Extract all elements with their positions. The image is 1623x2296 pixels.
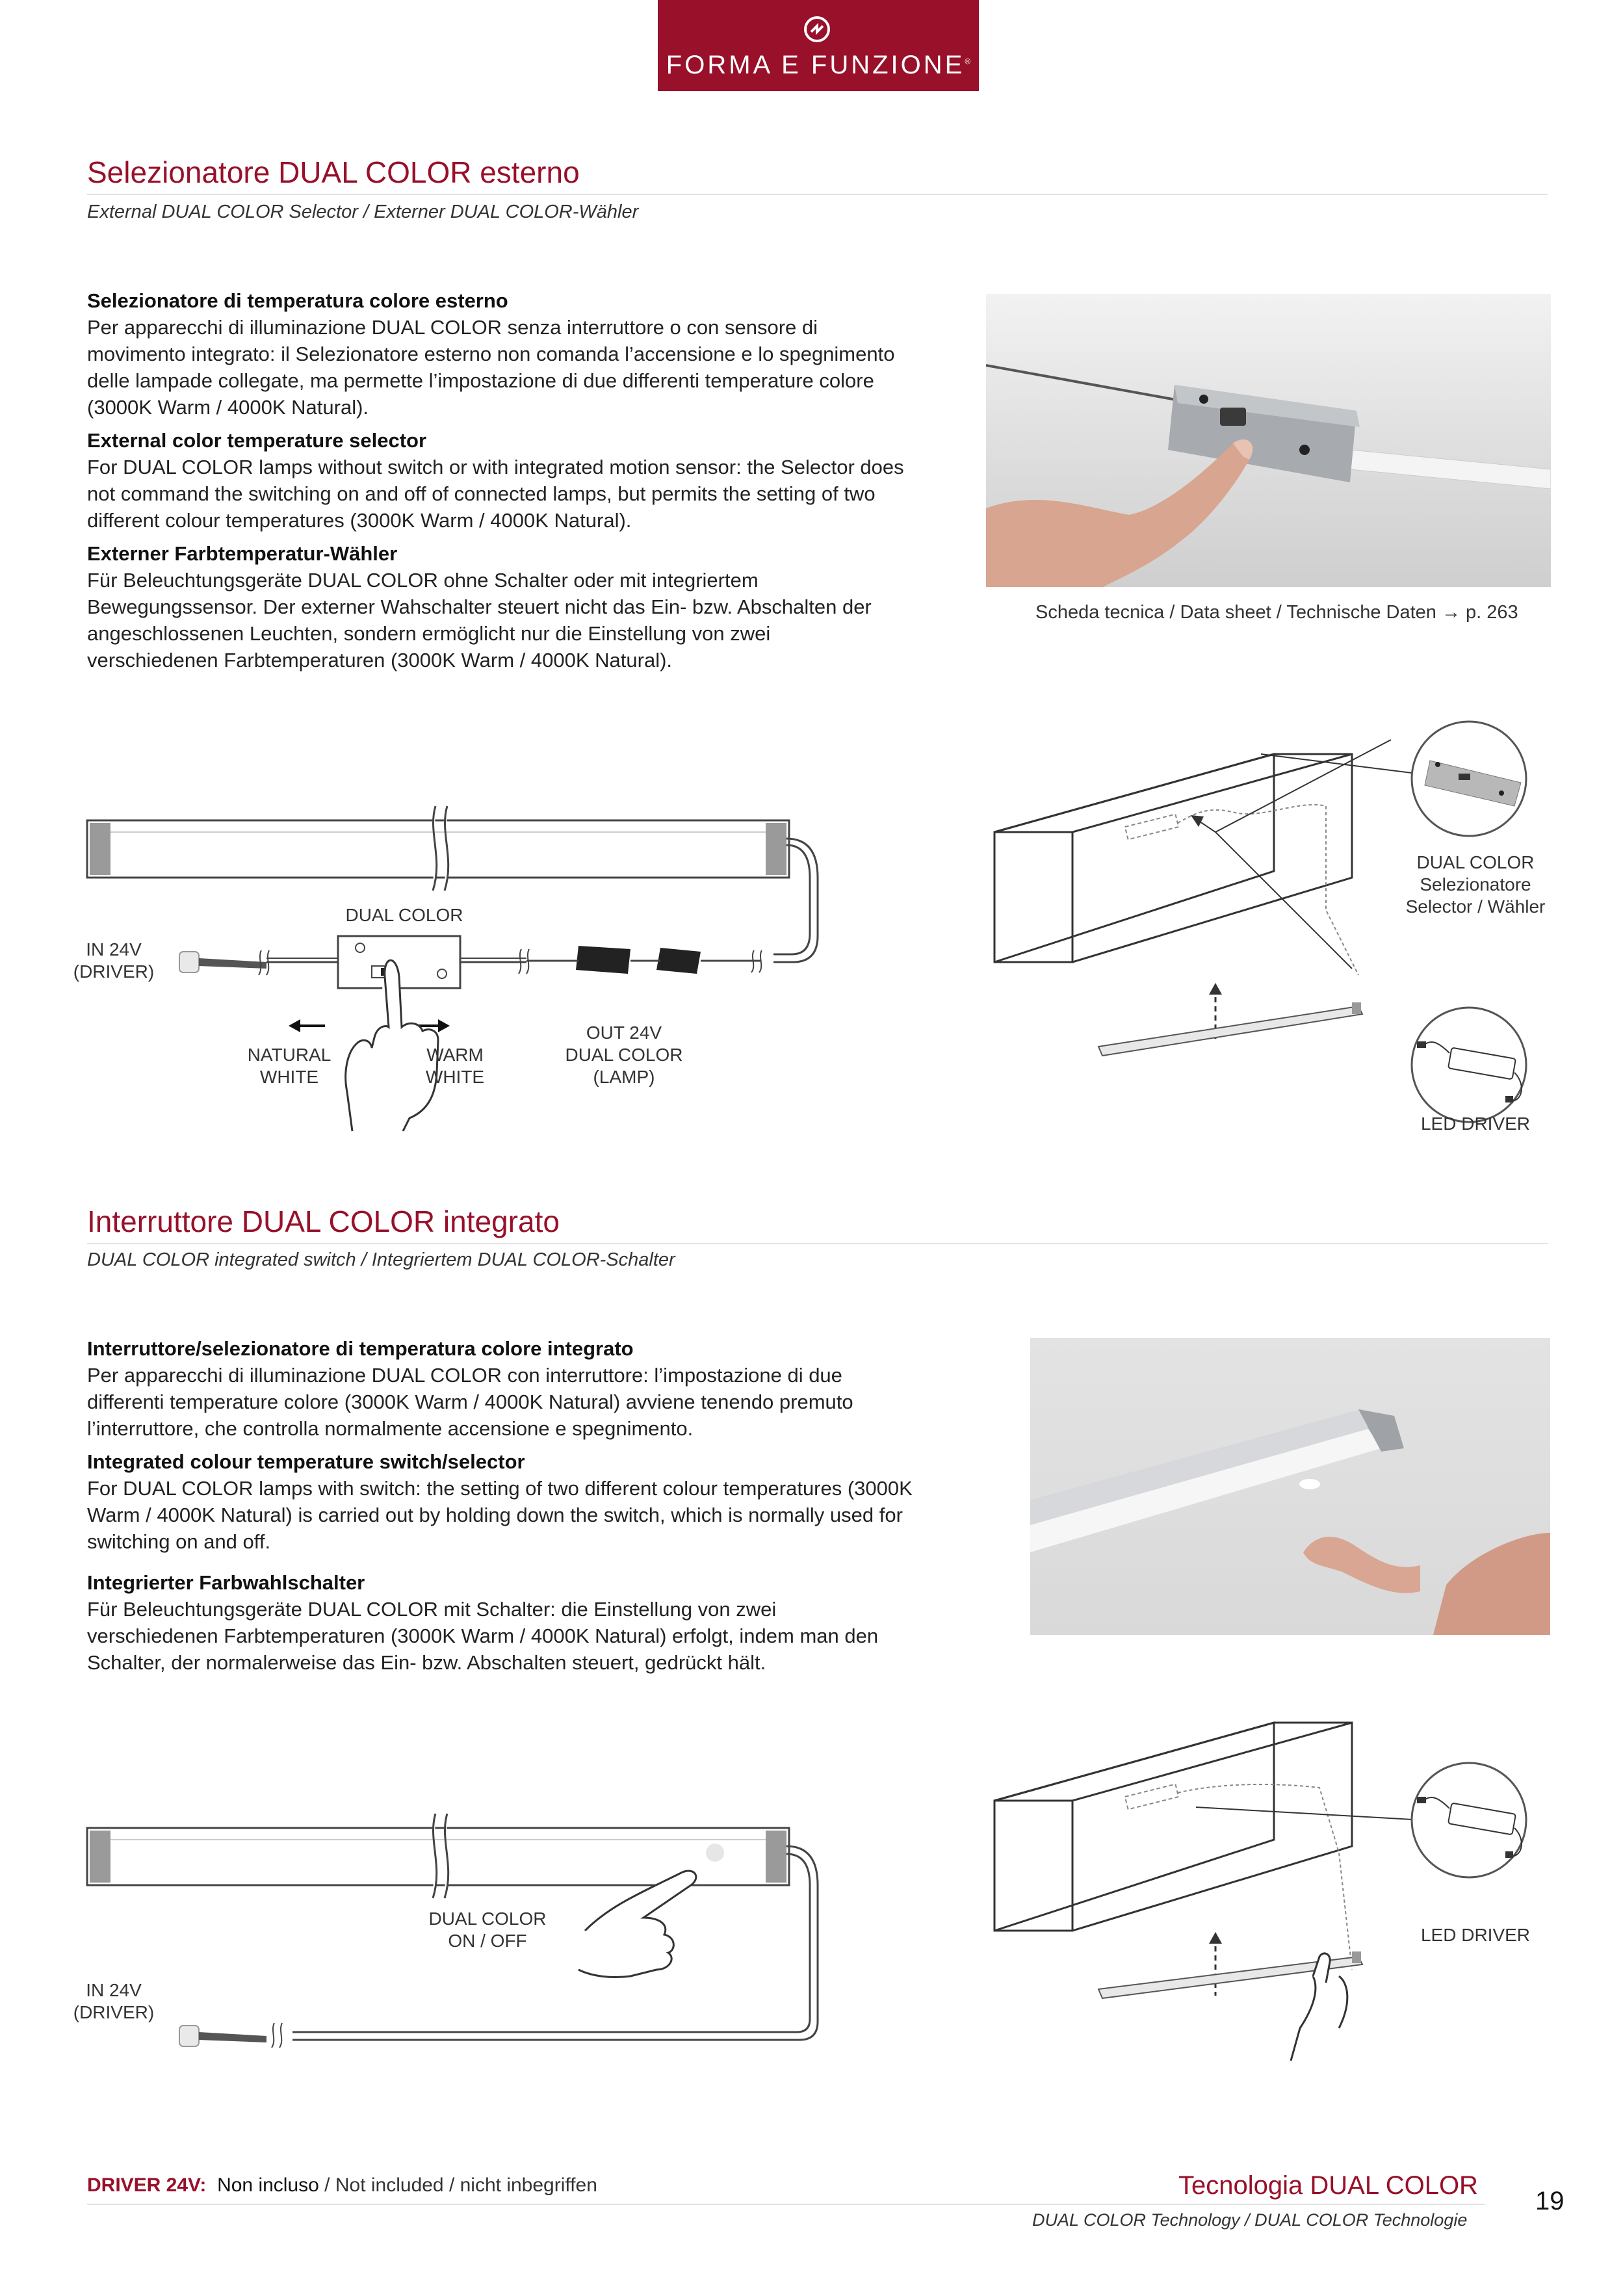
footer-rule <box>87 2204 1485 2205</box>
lamp-switch-photo <box>1030 1338 1550 1635</box>
it-heading: Selezionatore di temperatura colore esterno <box>87 289 508 312</box>
cabinet1-selector-label: DUAL COLOR Selezionatore Selector / Wähler <box>1405 852 1546 917</box>
section1-title: Selezionatore DUAL COLOR esterno <box>87 155 580 189</box>
natural-white-label: NATURAL WHITE <box>247 1045 331 1087</box>
cabinet-diagram-2 <box>975 1723 1560 2074</box>
brand-name: FORMA E FUNZIONE® <box>666 51 971 79</box>
de-heading: Externer Farbtemperatur-Wähler <box>87 542 398 565</box>
out-label: OUT 24V DUAL COLOR (LAMP) <box>565 1023 683 1087</box>
brand-logo <box>658 0 979 91</box>
it-heading-2: Interruttore/selezionatore di temperatura colore integrato <box>87 1337 634 1360</box>
page-number: 19 <box>1535 2187 1565 2215</box>
de-heading-2: Integrierter Farbwahlschalter <box>87 1571 365 1594</box>
switch-label: DUAL COLOR ON / OFF <box>428 1909 547 1951</box>
en-body: For DUAL COLOR lamps without switch or with integrated motion sensor: the Selector does not command the switching on and off of connected lamps, but permits the setting of two different colour temperatures (3000K Warm / 4000K Natural). <box>87 456 904 532</box>
warm-white-label: WARM WHITE <box>425 1045 485 1087</box>
in-label-1: IN 24V (DRIVER) <box>73 939 155 982</box>
section2-title: Interruttore DUAL COLOR integrato <box>87 1205 560 1238</box>
section1-rule <box>87 194 1548 195</box>
datasheet-caption: Scheda tecnica / Data sheet / Technische Daten → p. 263 <box>1035 602 1518 623</box>
selector-device <box>1168 385 1360 482</box>
selector-photo <box>986 294 1551 587</box>
en-body-2: For DUAL COLOR lamps with switch: the setting of two different colour temperatures (3000K Warm / 4000K Natural) is carried out by holding down the switch, which is normally used for switching on and off. <box>87 1477 913 1553</box>
selector-label: DUAL COLOR <box>345 905 463 925</box>
en-heading: External color temperature selector <box>87 429 427 452</box>
logo-mark-icon <box>802 14 832 44</box>
footer-title: Tecnologia DUAL COLOR <box>1178 2171 1478 2200</box>
section2-text <box>87 1335 913 1682</box>
section1-text <box>87 287 906 680</box>
driver-note: DRIVER 24V: Non incluso / Not included / nicht inbegriffen <box>87 2174 597 2196</box>
de-body: Für Beleuchtungsgeräte DUAL COLOR ohne Schalter oder mit integriertem Bewegungssensor. Der externer Wahschalter steuert nicht das Ein- bzw. Abschalten der angeschlossenen Leuchten, sondern ermöglicht nur die Einstellung von zwei verschiedenen Farbtemperaturen (3000K Warm / 4000K Natural). <box>87 569 872 672</box>
cabinet1-driver-label: LED DRIVER <box>1420 1114 1531 1134</box>
it-body: Per apparecchi di illuminazione DUAL COLOR senza interruttore o con sensore di movimento integrato: il Selezionatore esterno non comanda l’accensione e lo spegnimento delle lampade collegate, ma permette l’impostazione di due differenti temperature colore (3000K Warm / 4000K Natural). <box>87 316 895 419</box>
section1-subtitle: External DUAL COLOR Selector / Externer DUAL COLOR-Wähler <box>87 202 639 222</box>
en-heading-2: Integrated colour temperature switch/selector <box>87 1450 525 1473</box>
in-label-2: IN 24V (DRIVER) <box>73 1980 155 2022</box>
footer-subtitle: DUAL COLOR Technology / DUAL COLOR Technologie <box>1032 2210 1468 2230</box>
section2-rule <box>87 1243 1548 1244</box>
cabinet2-driver-label: LED DRIVER <box>1420 1925 1531 1945</box>
de-body-2: Für Beleuchtungsgeräte DUAL COLOR mit Schalter: die Einstellung von zwei verschiedenen Farbtemperaturen (3000K Warm / 4000K Natural) erfolgt, indem man den Schalter, der normalerweise das Ein- bzw. Abschalten steuert, gedrückt hält. <box>87 1598 879 1674</box>
section2-subtitle: DUAL COLOR integrated switch / Integriertem DUAL COLOR-Schalter <box>87 1249 675 1270</box>
it-body-2: Per apparecchi di illuminazione DUAL COLOR con interruttore: l’impostazione di due differenti temperature colore (3000K Warm / 4000K Natural) avviene tenendo premuto l’interruttore, che controlla normalmente accensione e spegnimento. <box>87 1364 853 1440</box>
